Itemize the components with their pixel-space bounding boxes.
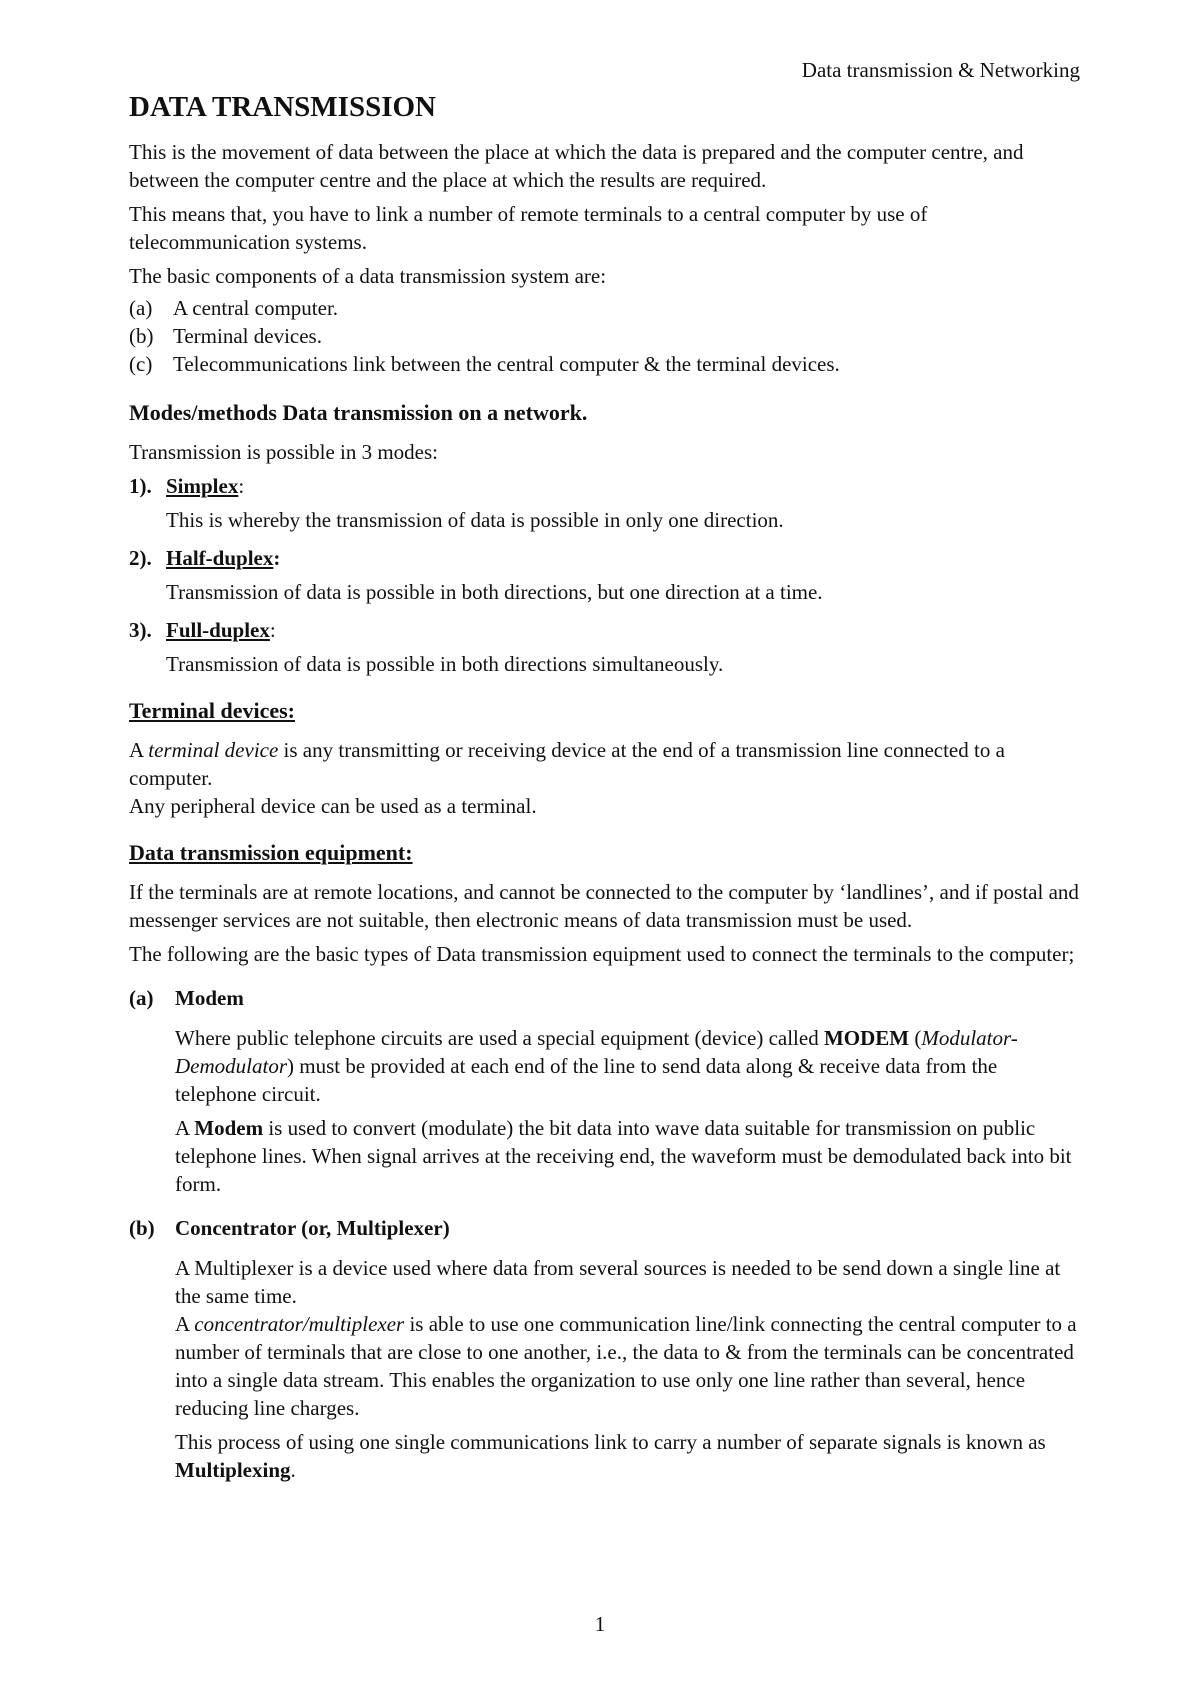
concentrator-paragraph-2: [129, 1310, 1084, 1422]
mode-suffix: :: [238, 474, 245, 498]
list-item: [129, 350, 1084, 378]
list-item: [129, 294, 1084, 322]
terminal-devices-heading: Terminal devices:: [129, 698, 295, 723]
list-item-text: A central computer.: [173, 296, 339, 320]
mode-title: Simplex: [166, 474, 239, 498]
mode-number: 3).: [129, 618, 152, 642]
mode-suffix: :: [273, 546, 281, 570]
mode-heading-full-duplex: [129, 616, 1084, 644]
modem-heading: [129, 984, 1084, 1012]
concentrator-heading: [129, 1214, 1084, 1242]
terminal-paragraph-2: Any peripheral device can be used as a terminal.: [129, 794, 537, 818]
list-item-label: (a): [129, 296, 153, 320]
text-run: is any transmitting or receiving device at the end of a transmission line connected to a computer.: [129, 738, 1005, 790]
list-item-label: (b): [129, 324, 154, 348]
text-run: .: [290, 1458, 296, 1482]
intro-paragraph-1: This is the movement of data between the place at which the data is prepared and the computer centre, and between the computer centre and the place at which the results are required.: [129, 140, 1024, 192]
running-header: Data transmission & Networking: [801, 58, 1080, 82]
modes-heading: Modes/methods Data transmission on a network.: [129, 400, 588, 425]
components-list: [129, 294, 1084, 378]
list-item-text: Telecommunications link between the central computer & the terminal devices.: [173, 352, 840, 376]
text-run: ) must be provided at each end of the line to send data along & receive data from the telephone circuit.: [175, 1054, 998, 1106]
mode-title: Full-duplex: [166, 618, 270, 642]
subsection-label: (b): [129, 1216, 155, 1240]
text-bold: Modem: [194, 1116, 264, 1140]
page-number: 1: [594, 1612, 606, 1636]
intro-paragraph-3: The basic components of a data transmission system are:: [129, 264, 607, 288]
page-content: [129, 90, 1084, 1484]
list-item-text: Terminal devices.: [173, 324, 322, 348]
text-run: Where public telephone circuits are used a special equipment (device) called: [175, 1026, 824, 1050]
intro-paragraph-2: This means that, you have to link a number of remote terminals to a central computer by use of telecommunication systems.: [129, 202, 928, 254]
list-item-label: (c): [129, 352, 153, 376]
term-italic: terminal device: [148, 738, 279, 762]
mode-description: This is whereby the transmission of data is possible in only one direction.: [166, 508, 784, 532]
subsection-title: Modem: [175, 986, 244, 1010]
modem-paragraph-1: [129, 1024, 1084, 1108]
text-run: is used to convert (modulate) the bit data into wave data suitable for transmission on public telephone lines. When signal arrives at the receiving end, the waveform must be demodulated back into bit form.: [175, 1116, 1072, 1196]
subsection-label: (a): [129, 986, 154, 1010]
text-run: (: [909, 1026, 922, 1050]
modes-intro: Transmission is possible in 3 modes:: [129, 440, 439, 464]
mode-heading-half-duplex: [129, 544, 1084, 572]
subsection-title: Concentrator (or, Multiplexer): [175, 1216, 450, 1240]
list-item: [129, 322, 1084, 350]
mode-number: 1).: [129, 474, 152, 498]
mode-title: Half-duplex: [166, 546, 274, 570]
equipment-heading: Data transmission equipment:: [129, 840, 413, 865]
mode-suffix: :: [269, 618, 276, 642]
modem-paragraph-2: [129, 1114, 1084, 1198]
mode-number: 2).: [129, 546, 152, 570]
concentrator-paragraph-3: [129, 1428, 1084, 1484]
mode-description: Transmission of data is possible in both directions simultaneously.: [166, 652, 724, 676]
mode-heading-simplex: [129, 472, 1084, 500]
mode-description: Transmission of data is possible in both directions, but one direction at a time.: [166, 580, 823, 604]
text-run: A: [175, 1312, 195, 1336]
page-title: DATA TRANSMISSION: [129, 91, 436, 123]
text-run: is able to use one communication line/link connecting the central computer to a number of terminals that are close to one another, i.e., the data to & from the terminals can be concentrated into a single data stream. This enables the organization to use only one line rather than several, hence reducing line charges.: [175, 1312, 1077, 1420]
equipment-paragraph-1: If the terminals are at remote locations, and cannot be connected to the computer by ‘landlines’, and if postal and messenger services are not suitable, then electronic means of data transmission must be used.: [129, 880, 1079, 932]
text-run: A: [129, 738, 149, 762]
text-run: This process of using one single communications link to carry a number of separate signals is known as: [175, 1430, 1046, 1454]
terminal-paragraph-1: [129, 736, 1084, 792]
text-bold: MODEM: [823, 1026, 910, 1050]
concentrator-paragraph-1: A Multiplexer is a device used where data from several sources is needed to be send down a single line at the same time.: [175, 1256, 1061, 1308]
text-italic: Modulator-Demodulator: [175, 1026, 1018, 1078]
text-italic: concentrator/multiplexer: [194, 1312, 405, 1336]
text-run: A: [175, 1116, 195, 1140]
text-bold: Multiplexing: [175, 1458, 291, 1482]
equipment-paragraph-2: The following are the basic types of Data transmission equipment used to connect the terminals to the computer;: [129, 942, 1075, 966]
